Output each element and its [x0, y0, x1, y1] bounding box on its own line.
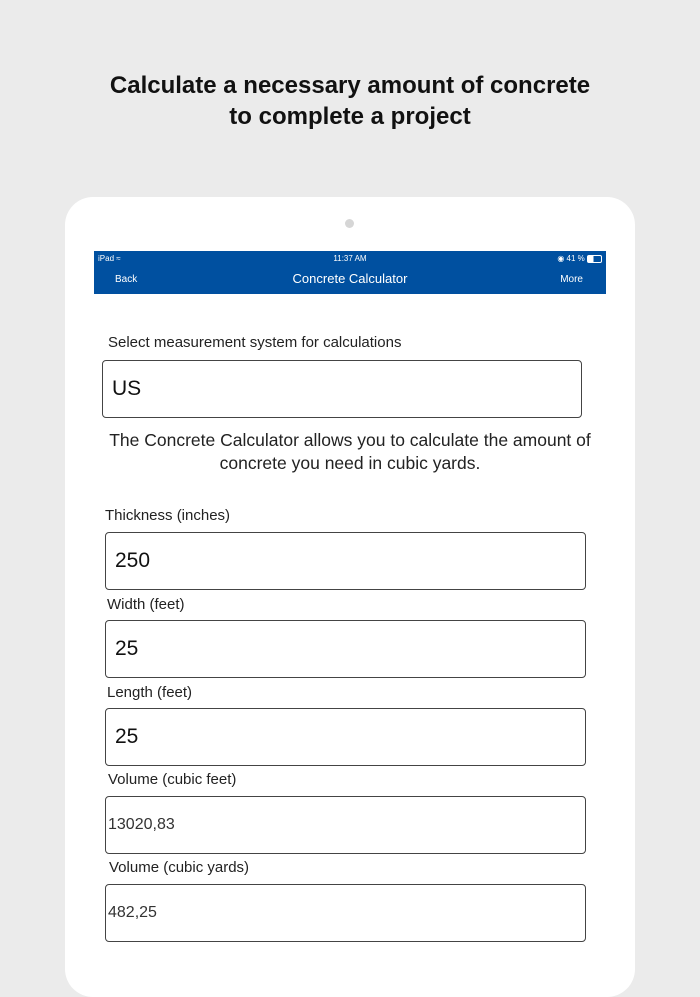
tablet-frame [65, 197, 635, 997]
thickness-input[interactable]: 250 [105, 532, 586, 590]
width-label: Width (feet) [107, 596, 185, 613]
measurement-label: Select measurement system for calculations [108, 334, 402, 351]
more-button[interactable]: More [560, 274, 583, 285]
description: The Concrete Calculator allows you to calculate the amount of concrete you need in cubic yards. [109, 430, 591, 473]
back-button[interactable]: Back [115, 274, 138, 285]
nav-title: Concrete Calculator [292, 271, 408, 286]
lock-rotation-icon: ◉ [557, 254, 565, 263]
battery-icon [587, 255, 602, 263]
wifi-icon: ≈ [116, 254, 121, 263]
nav-bar [94, 251, 606, 294]
volume-yd-output: 482,25 [105, 884, 586, 942]
status-battery: ◉ 41 % [557, 254, 602, 263]
thickness-label: Thickness (inches) [105, 507, 231, 524]
camera-icon [345, 219, 354, 228]
length-label: Length (feet) [107, 684, 193, 701]
volume-ft-label: Volume (cubic feet) [108, 771, 237, 788]
volume-yd-label: Volume (cubic yards) [109, 859, 250, 876]
width-input[interactable]: 25 [105, 620, 586, 678]
app-screen [94, 251, 606, 951]
status-device: iPad ≈ [98, 254, 121, 263]
measurement-select[interactable]: US [102, 360, 582, 418]
volume-ft-output: 13020,83 [105, 796, 586, 854]
length-input[interactable]: 25 [105, 708, 586, 766]
headline-line2: to complete a project [229, 103, 471, 130]
headline-line1: Calculate a necessary amount of concrete [109, 72, 591, 99]
headline [0, 70, 700, 132]
status-time: 11:37 AM [333, 254, 367, 263]
